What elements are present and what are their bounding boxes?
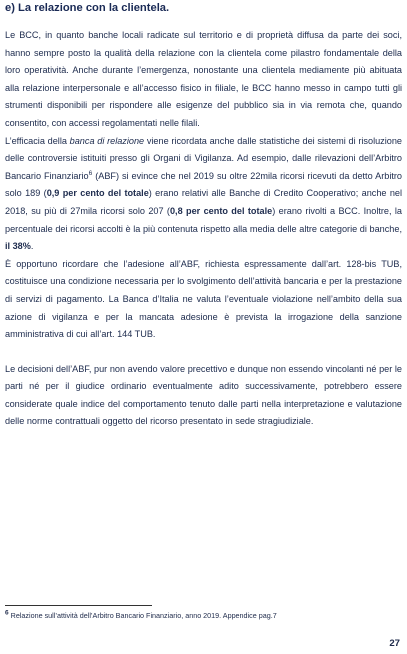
paragraph-abf-decisions: Le decisioni dell’ABF, pur non avendo valore precettivo e dunque non essendo vincolanti né per le parti né per il giudice ordinario eventualmente adito successivamente, potrebbero essere considerate quale indice del comportamento tenuto dalle parti nella interpretazione e valutazione delle norme contrattuali oggetto del ricorso presentato in sede stragiudiziale. [5, 363, 402, 427]
footnote-reference: 6 [88, 169, 93, 177]
text-run: viene ricordata anche dalle statistiche dei sistemi di risoluzione delle controversie istituiti presso gli Organi di Vigilanza. Ad esempio, dalle rilevazioni dell’Arbitro Bancario Finanziario [5, 135, 402, 181]
footnote-separator [5, 605, 152, 606]
italic-term: banca di relazione [69, 135, 145, 146]
paragraph-bcc-relationship: Le BCC, in quanto banche locali radicate sul territorio e di proprietà diffusa da parte dei soci, hanno sempre posto la qualità della relazione con la clientela come pilastro fondamentale della loro operatività. Anche durante l’emergenza, nonostante una clientela mediamente più abituata alla relazione interpersonale e all’accesso fisico in filiale, le BCC hanno messo in campo tutti gli strumenti disponibili per rispondere alle esigenze del pubblico sia in via remota che, quando consentito, con accessi regolamentati nelle filali. [5, 30, 402, 128]
footnote-text: Relazione sull’attività dell’Arbitro Bancario Finanziario, anno 2019. Appendice pag.7 [8, 611, 277, 620]
text-run: ) erano rivolti a BCC. Inoltre, la percentuale dei ricorsi accolti è la più contenuta rispetto alla media delle altre categorie di banche, [5, 205, 403, 234]
footnote-number: 6 [5, 609, 9, 617]
paragraph-abf-statistics [5, 133, 402, 256]
paragraph-abf-adhesion: È opportuno ricordare che l’adesione all’ABF, richiesta espressamente dall’art. 128-bis TUB, costituisce una condizione necessaria per lo svolgimento dell’attività bancaria e per la prestazione di servizi di pagamento. La Banca d’Italia ne valuta l’eventuale violazione nell’ambito della sua azione di vigilanza e per la mancata adesione è prevista la irrogazione della sanzione amministrativa di cui all’art. 144 TUB. [5, 258, 402, 340]
page-number: 27 [389, 638, 400, 649]
text-run: (ABF) si evince che nel 2019 su oltre 22mila ricorsi ricevuti da detto Arbitro solo 189 ( [5, 170, 402, 199]
bold-figure-2018: 0,8 per cento del totale [169, 205, 273, 216]
section-heading: e) La relazione con la clientela. [5, 2, 170, 14]
body-text [5, 27, 402, 431]
bold-figure-2019: 0,9 per cento del totale [46, 188, 149, 199]
text-run: L’efficacia della [5, 135, 70, 146]
bold-figure-accepted: il 38% [5, 241, 31, 252]
text-run: ) erano relativi alle Banche di Credito Cooperativo; anche nel 2018, su più di 27mila ricorsi solo 207 ( [5, 188, 403, 216]
footnote [5, 611, 402, 621]
text-run: . [30, 241, 34, 252]
